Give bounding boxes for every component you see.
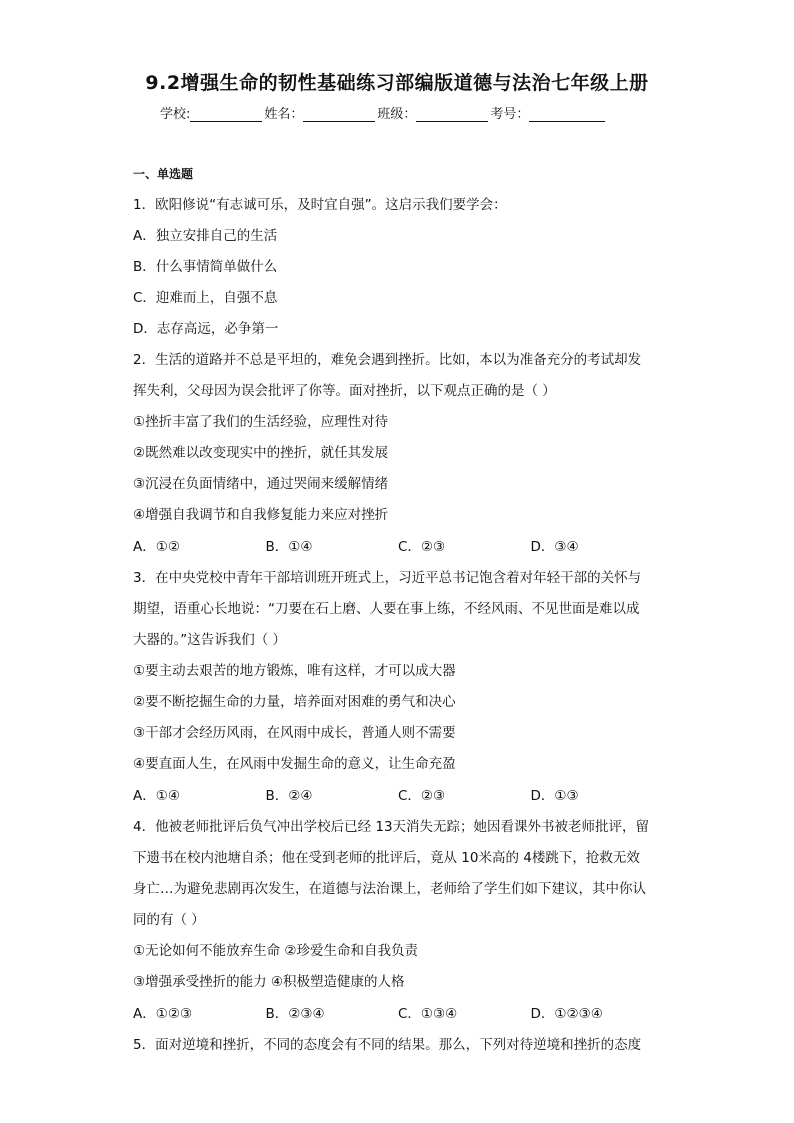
q4-stem-line1: 4．他被老师批评后负气冲出学校后已经 13天消失无踪；她因看课外书被老师批评，留	[133, 819, 650, 835]
q2-statement-2: ②既然难以改变现实中的挫折，就任其发展	[133, 445, 389, 461]
q4-options	[133, 1002, 663, 1022]
q2-option-b: B．①④	[265, 539, 313, 555]
q3-option-c: C．②③	[398, 788, 446, 804]
q3-statement-2: ②要不断挖掘生命的力量，培养面对困难的勇气和决心	[133, 694, 456, 710]
q2-stem-line2: 挥失利，父母因为误会批评了你等。面对挫折，以下观点正确的是（ ）	[133, 383, 556, 399]
q3-stem-line1: 3．在中央党校中青年干部培训班开班式上，习近平总书记饱含着对年轻干部的关怀与	[133, 570, 642, 586]
school-blank	[190, 107, 262, 122]
q4-statements-3-4: ③增强承受挫折的能力 ④积极塑造健康的人格	[133, 974, 405, 990]
q1-option-c: C．迎难而上，自强不息	[133, 290, 278, 306]
q4-option-b: B．②③④	[265, 1006, 325, 1022]
q1-option-d: D．志存高远，必争第一	[133, 321, 279, 337]
student-info-row	[160, 103, 640, 122]
q4-stem-line2: 下遗书在校内池塘自杀；他在受到老师的批评后，竟从 10米高的 4楼跳下，抢救无效	[133, 850, 640, 866]
q2-statement-3: ③沉浸在负面情绪中，通过哭闹来缓解情绪	[133, 476, 389, 492]
number-label: 考号：	[490, 107, 530, 122]
q3-statement-4: ④要直面人生，在风雨中发掘生命的意义，让生命充盈	[133, 756, 456, 772]
page-title: 9.2增强生命的韧性基础练习部编版道德与法治七年级上册	[145, 72, 649, 94]
q2-options	[133, 535, 663, 555]
q4-option-a: A．①②③	[133, 1006, 193, 1022]
school-label: 学校:	[160, 107, 191, 122]
q2-statement-4: ④增强自我调节和自我修复能力来应对挫折	[133, 507, 389, 523]
q4-statements-1-2: ①无论如何不能放弃生命 ②珍爱生命和自我负责	[133, 943, 418, 959]
q1-option-b: B．什么事情简单做什么	[133, 259, 278, 275]
q3-statement-3: ③干部才会经历风雨，在风雨中成长，普通人则不需要	[133, 725, 456, 741]
name-blank	[303, 107, 375, 122]
q2-statement-1: ①挫折丰富了我们的生活经验，应理性对待	[133, 414, 389, 430]
q3-stem-line2: 期望，语重心长地说：“刀要在石上磨、人要在事上练，不经风雨、不见世面是难以成	[133, 601, 640, 617]
number-blank	[529, 107, 605, 122]
q2-stem-line1: 2．生活的道路并不总是平坦的，难免会遇到挫折。比如，本以为准备充分的考试却发	[133, 352, 642, 368]
q5-stem-line1: 5．面对逆境和挫折，不同的态度会有不同的结果。那么，下列对待逆境和挫折的态度	[133, 1037, 642, 1053]
q3-option-b: B．②④	[265, 788, 313, 804]
q3-options	[133, 784, 663, 804]
name-label: 姓名：	[264, 107, 304, 122]
q2-option-c: C．②③	[398, 539, 446, 555]
q4-option-d: D．①②③④	[530, 1006, 603, 1022]
q3-stem-line3: 大器的。”这告诉我们（ ）	[133, 632, 287, 648]
q2-option-a: A．①②	[133, 539, 180, 555]
q4-option-c: C．①③④	[398, 1006, 458, 1022]
q3-option-d: D．①③	[530, 788, 579, 804]
q3-option-a: A．①④	[133, 788, 180, 804]
q2-option-d: D．③④	[530, 539, 579, 555]
section-heading: 一、单选题	[133, 167, 194, 181]
q1-stem: 1．欧阳修说“有志诚可乐，及时宜自强”。这启示我们要学会：	[133, 197, 507, 213]
q1-option-a: A．独立安排自己的生活	[133, 228, 278, 244]
class-blank	[416, 107, 488, 122]
q3-statement-1: ①要主动去艰苦的地方锻炼，唯有这样，才可以成大器	[133, 663, 456, 679]
q4-stem-line3: 身亡…为避免悲剧再次发生，在道德与法治课上，老师给了学生们如下建议，其中你认	[133, 881, 646, 897]
class-label: 班级：	[377, 107, 417, 122]
q4-stem-line4: 同的有（ ）	[133, 912, 205, 928]
